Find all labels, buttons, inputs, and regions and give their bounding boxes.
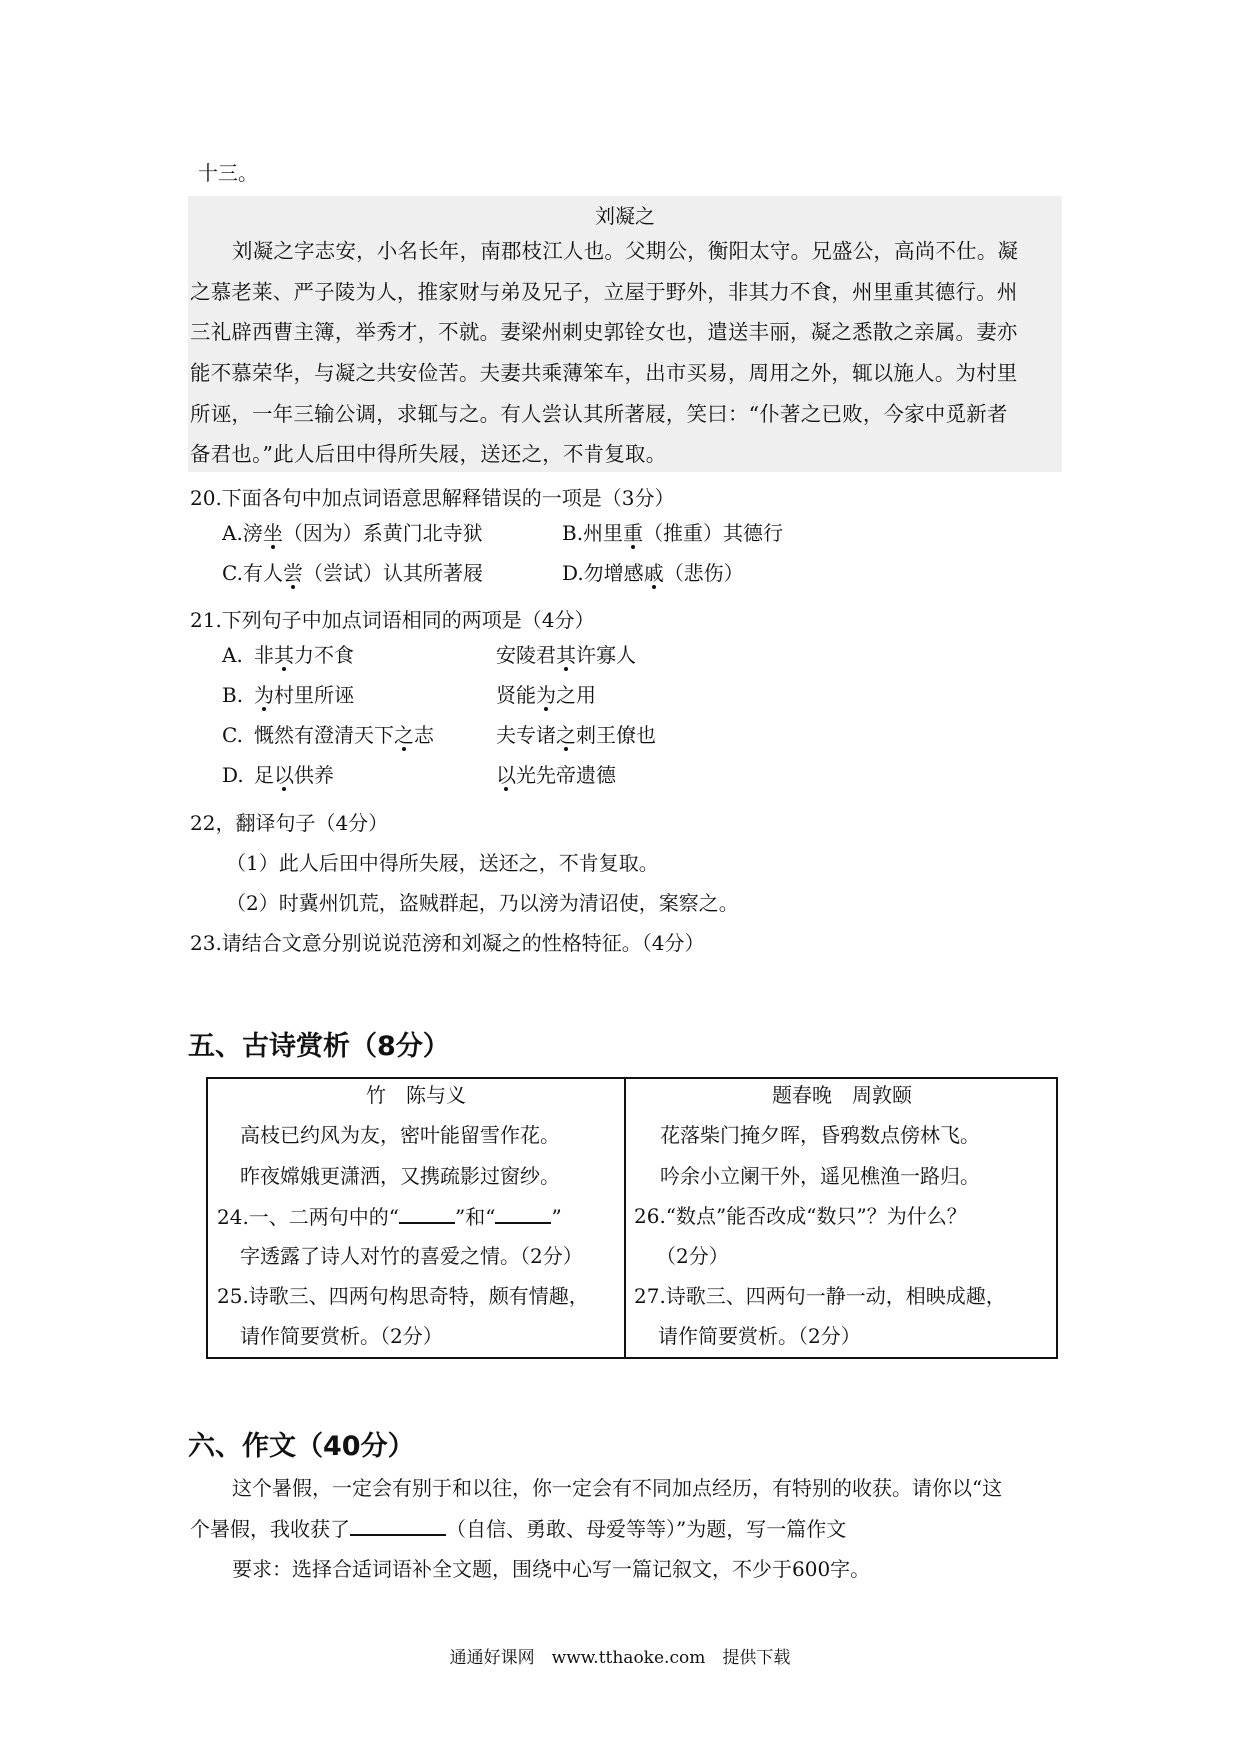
- left-poem-title: 竹 陈与义: [366, 1083, 466, 1107]
- right-poem-line: 吟余小立阑干外，遥见樵渔一路归。: [660, 1164, 980, 1188]
- table-divider: [624, 1077, 626, 1359]
- option-text: （因为）系黄门北寺狱: [282, 521, 483, 545]
- dotted-word: 其: [556, 643, 576, 667]
- q21-option-left: [254, 685, 354, 705]
- dotted-word: 之: [394, 723, 414, 747]
- answer-blank[interactable]: [399, 1206, 455, 1224]
- q24-text: [217, 1206, 562, 1227]
- essay-text: （自信、勇敢、母爱等等）”为题，写一篇作文: [446, 1517, 847, 1541]
- option-text: 供养: [294, 763, 334, 787]
- q21-option-left: [254, 645, 354, 665]
- passage-line: 之慕老莱、严子陵为人，推家财与弟及兄子，立屋于野外，非其力不食，州里重其德行。州: [190, 280, 1018, 304]
- passage-title: 刘凝之: [595, 204, 655, 228]
- essay-prompt-line: 这个暑假，一定会有别于和以往，你一定会有不同加点经历，有特别的收获。请你以“这: [232, 1476, 1003, 1500]
- q26-text: 26.“数点”能否改成“数只”？为什么？: [634, 1204, 967, 1228]
- q22-sentence-2: （2）时冀州饥荒，盗贼群起，乃以滂为清诏使，案察之。: [226, 891, 739, 915]
- q21-option-label: B.: [222, 683, 244, 707]
- q21-option-label: A.: [222, 643, 243, 667]
- option-text: C.有人: [222, 561, 283, 585]
- q20-option-b: [562, 523, 783, 543]
- answer-blank[interactable]: [495, 1206, 551, 1224]
- q20-option-a: [222, 523, 483, 543]
- option-text: 刺王僚也: [576, 723, 656, 747]
- q22-stem: 22，翻译句子（4分）: [190, 811, 389, 835]
- essay-title-blank[interactable]: [350, 1518, 446, 1536]
- q20-option-c: [222, 563, 483, 583]
- dotted-word: 以: [274, 763, 294, 787]
- option-text: 志: [414, 723, 434, 747]
- q21-option-label: C.: [222, 723, 243, 747]
- q21-option-left: [254, 725, 434, 745]
- passage-line: 所诬，一年三输公调，求辄与之。有人尝认其所著屐，笑曰：“仆著之已败，今家中觅新者: [190, 402, 1008, 426]
- dotted-word: 坐: [262, 521, 283, 545]
- q27-text: 27.诗歌三、四两句一静一动，相映成趣，: [634, 1284, 1006, 1308]
- dotted-word: 以: [496, 763, 516, 787]
- section-5-heading: 五、古诗赏析（8分）: [188, 1031, 450, 1062]
- dotted-word: 为: [536, 683, 556, 707]
- q21-option-label: D.: [222, 763, 244, 787]
- right-poem-line: 花落柴门掩夕晖，昏鸦数点傍林飞。: [660, 1123, 980, 1147]
- q25-text-cont: 请作简要赏析。（2分）: [240, 1324, 443, 1348]
- option-text: （尝试）认其所著屐: [302, 561, 483, 585]
- essay-requirements: 要求：选择合适词语补全文题，围绕中心写一篇记叙文，不少于600字。: [232, 1557, 871, 1581]
- q23-stem: 23.请结合文意分别说说范滂和刘凝之的性格特征。（4分）: [190, 931, 705, 955]
- q27-text-cont: 请作简要赏析。（2分）: [658, 1324, 861, 1348]
- option-text: B.州里: [562, 521, 624, 545]
- option-text: 非: [254, 643, 274, 667]
- q25-text: 25.诗歌三、四两句构思奇特，颇有情趣，: [217, 1284, 589, 1308]
- q20-option-d: [562, 563, 744, 583]
- option-text: 安陵君: [496, 643, 556, 667]
- dotted-word: 其: [274, 643, 294, 667]
- left-poem-line: 高枝已约风为友，密叶能留雪作花。: [240, 1123, 560, 1147]
- q22-sentence-1: （1）此人后田中得所失屐，送还之，不肯复取。: [226, 851, 659, 875]
- option-text: 足: [254, 763, 274, 787]
- passage-line: 刘凝之字志安，小名长年，南郡枝江人也。父期公，衡阳太守。兄盛公，高尚不仕。凝: [232, 239, 1019, 263]
- option-text: D.勿增感: [562, 561, 644, 585]
- option-text: 许寡人: [576, 643, 636, 667]
- q24-part: 24.一、二两句中的“: [217, 1205, 400, 1229]
- dotted-word: 尝: [282, 561, 303, 585]
- q24-part: ”: [551, 1205, 562, 1229]
- essay-prompt-line: [190, 1518, 846, 1539]
- option-text: 之用: [556, 683, 596, 707]
- dotted-word: 为: [254, 683, 274, 707]
- passage-line: 备君也。”此人后田中得所失屐，送还之，不肯复取。: [190, 442, 667, 466]
- q24-text-cont: 字透露了诗人对竹的喜爱之情。（2分）: [240, 1244, 583, 1268]
- dotted-word: 重: [623, 521, 644, 545]
- option-text: 光先帝遗德: [516, 763, 616, 787]
- dotted-word: 之: [556, 723, 576, 747]
- q21-stem: 21.下列句子中加点词语相同的两项是（4分）: [190, 608, 595, 632]
- option-text: 夫专诸: [496, 723, 556, 747]
- option-text: 力不食: [294, 643, 354, 667]
- option-text: （推重）其德行: [643, 521, 784, 545]
- dotted-word: 戚: [643, 561, 664, 585]
- q26-text-cont: （2分）: [656, 1244, 729, 1268]
- q21-option-right: [496, 645, 636, 665]
- passage-line: 三礼辟西曹主簿，举秀才，不就。妻梁州刺史郭铨女也，遣送丰丽，凝之悉散之亲属。妻亦: [190, 320, 1018, 344]
- option-text: A.滂: [222, 521, 263, 545]
- footer-text: 通通好课网 www.tthaoke.com 提供下载: [449, 1648, 791, 1668]
- right-poem-title: 题春晚 周敦颐: [772, 1083, 912, 1107]
- q21-option-right: [496, 765, 616, 785]
- option-text: 村里所诬: [274, 683, 354, 707]
- q21-option-right: [496, 725, 656, 745]
- q21-option-right: [496, 685, 596, 705]
- option-text: （悲伤）: [663, 561, 744, 585]
- essay-text: 个暑假，我收获了: [190, 1517, 350, 1541]
- left-poem-line: 昨夜嫦娥更潇洒，又携疏影过窗纱。: [240, 1164, 560, 1188]
- top-label: 十三。: [198, 161, 258, 185]
- section-6-heading: 六、作文（40分）: [188, 1431, 415, 1462]
- option-text: 慨然有澄清天下: [254, 723, 394, 747]
- q21-option-left: [254, 765, 334, 785]
- q20-stem: 20.下面各句中加点词语意思解释错误的一项是（3分）: [190, 486, 675, 510]
- option-text: 贤能: [496, 683, 536, 707]
- passage-line: 能不慕荣华，与凝之共安俭苦。夫妻共乘薄笨车，出市买易，周用之外，辄以施人。为村里: [190, 361, 1018, 385]
- q24-part: ”和“: [455, 1205, 496, 1229]
